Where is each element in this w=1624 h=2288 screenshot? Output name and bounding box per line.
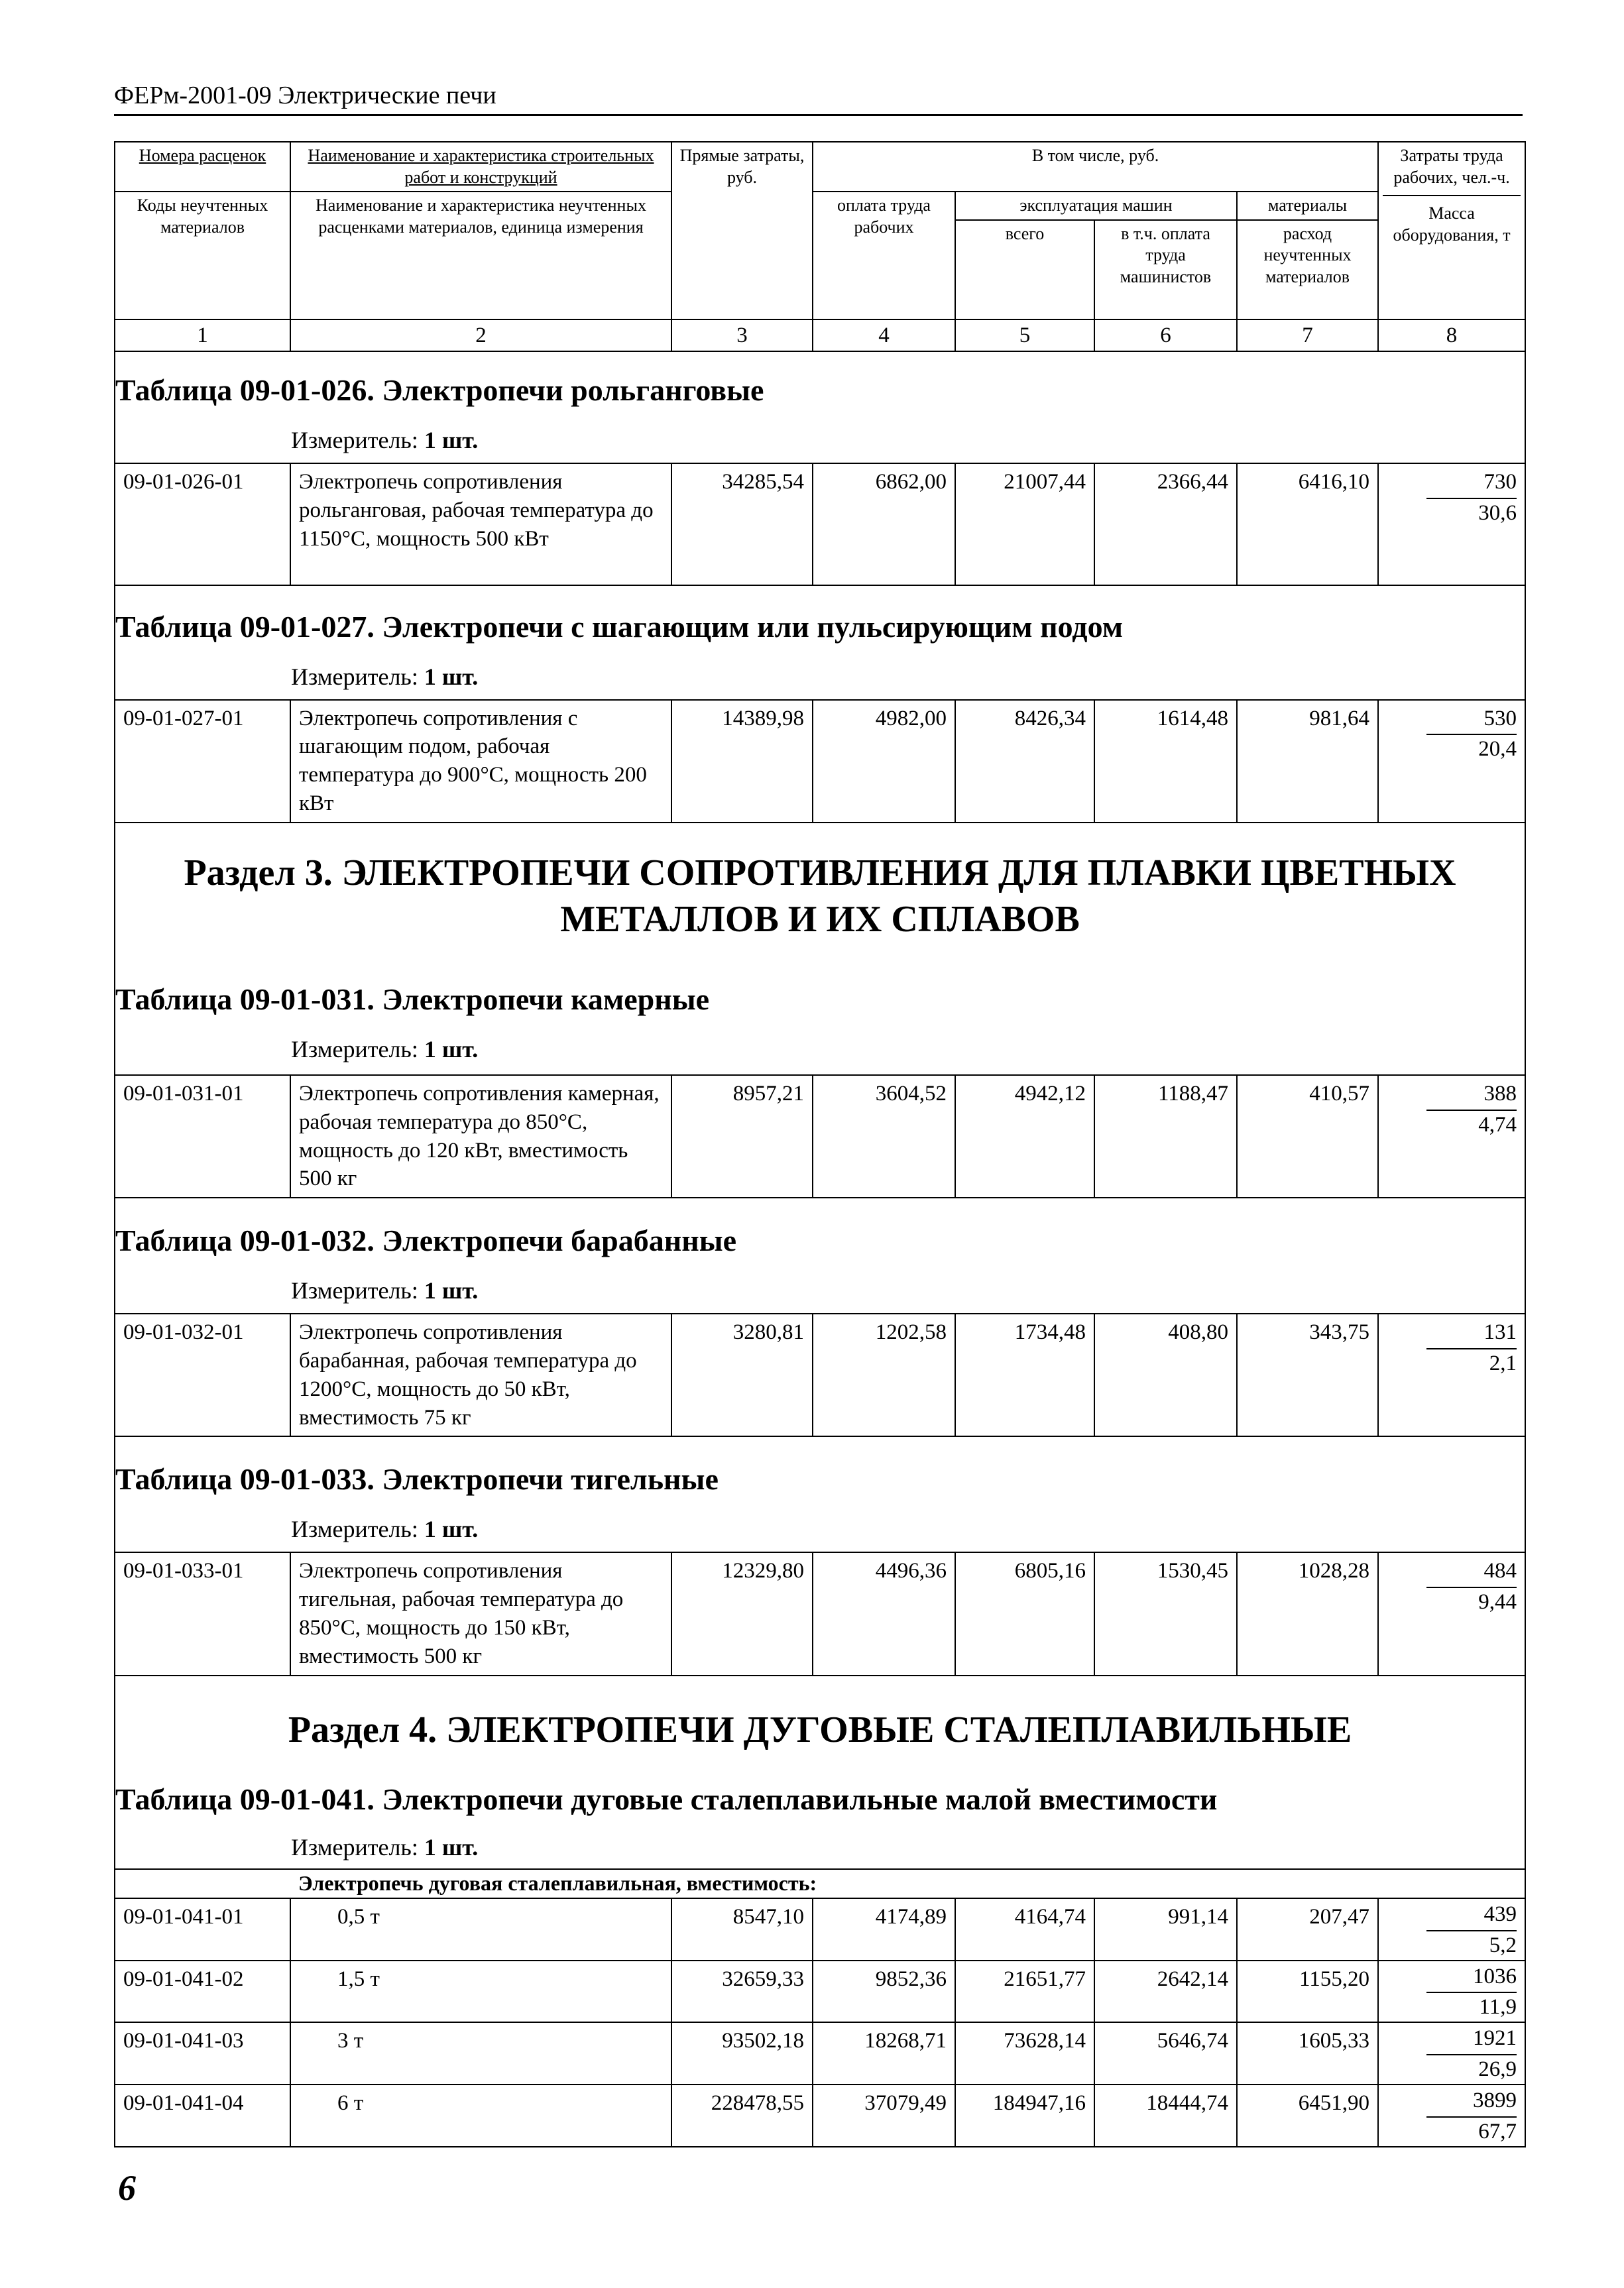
operators-pay: 1530,45: [1094, 1552, 1237, 1676]
table-row: [115, 1552, 1525, 1676]
table-032-title-row: [115, 1198, 1525, 1314]
table-027-measure: Измеритель: 1 шт.: [291, 663, 479, 690]
labor-mass-cell: [1378, 700, 1525, 823]
materials-cost: 410,57: [1237, 1075, 1378, 1198]
operators-pay: 2642,14: [1094, 1961, 1237, 2023]
rate-code: 09-01-031-01: [115, 1075, 290, 1198]
machines-total: 21651,77: [955, 1961, 1094, 2023]
rate-code: 09-01-027-01: [115, 700, 290, 823]
section-4-row: [115, 1676, 1525, 1870]
table-041-measure: Измеритель: 1 шт.: [291, 1834, 479, 1861]
labor-pay: 37079,49: [813, 2085, 955, 2147]
header-rule: [114, 114, 1523, 116]
materials-cost: 6416,10: [1237, 463, 1378, 585]
operators-pay: 408,80: [1094, 1314, 1237, 1437]
col4-header: оплата труда рабочих: [813, 192, 955, 319]
col7-header: расход неучтенных материалов: [1237, 220, 1378, 319]
header-row-1: [115, 142, 1525, 192]
machines-total: 21007,44: [955, 463, 1094, 585]
operators-pay: 2366,44: [1094, 463, 1237, 585]
equipment-mass: 5,2: [1489, 1933, 1517, 1957]
rate-code: 09-01-041-04: [115, 2085, 290, 2147]
table-026-measure: Измеритель: 1 шт.: [291, 427, 479, 454]
table-026-title-row: [115, 351, 1525, 463]
labor-mass-cell: [1378, 1552, 1525, 1676]
table-027-title-row: [115, 585, 1525, 700]
group-row: [115, 1869, 1525, 1898]
col-num-6: 6: [1094, 319, 1237, 352]
direct-cost: 228478,55: [671, 2085, 813, 2147]
equipment-mass: 30,6: [1478, 500, 1517, 525]
rate-name: 6 т: [290, 2085, 671, 2147]
materials-cost: 343,75: [1237, 1314, 1378, 1437]
labor-pay: 3604,52: [813, 1075, 955, 1198]
machines-total: 1734,48: [955, 1314, 1094, 1437]
labor-mass-cell: [1378, 1314, 1525, 1437]
labor-mass-cell: [1378, 1961, 1525, 2023]
machines-total: 73628,14: [955, 2022, 1094, 2085]
rate-code: 09-01-033-01: [115, 1552, 290, 1676]
table-031-measure: Измеритель: 1 шт.: [291, 1035, 479, 1062]
group-label: Электропечь дуговая сталеплавильная, вместимость:: [290, 1869, 1525, 1898]
table-row: [115, 1961, 1525, 2023]
direct-cost: 12329,80: [671, 1552, 813, 1676]
col3-header: Прямые затраты, руб.: [671, 142, 813, 319]
direct-cost: 8957,21: [671, 1075, 813, 1198]
table-row: [115, 1075, 1525, 1198]
equipment-mass: 2,1: [1489, 1351, 1517, 1375]
col-num-2: 2: [290, 319, 671, 352]
labor-hours: 131: [1426, 1318, 1517, 1349]
materials-header: материалы: [1237, 192, 1378, 220]
materials-cost: 6451,90: [1237, 2085, 1378, 2147]
operators-pay: 991,14: [1094, 1898, 1237, 1961]
table-033-title: Таблица 09-01-033. Электропечи тигельные: [115, 1462, 719, 1497]
materials-cost: 981,64: [1237, 700, 1378, 823]
machines-total: 8426,34: [955, 700, 1094, 823]
operators-pay: 5646,74: [1094, 2022, 1237, 2085]
rate-code: 09-01-026-01: [115, 463, 290, 585]
labor-pay: 4174,89: [813, 1898, 955, 1961]
table-row: [115, 1314, 1525, 1437]
table-row: [115, 700, 1525, 823]
column-numbers-row: [115, 319, 1525, 352]
header-row-2: [115, 192, 1525, 220]
rate-name: 3 т: [290, 2022, 671, 2085]
col8-top: Затраты труда рабочих, чел.-ч.: [1383, 145, 1521, 196]
machines-total: 4164,74: [955, 1898, 1094, 1961]
rate-name: Электропечь сопротивления с шагающим подом, рабочая температура до 900°С, мощность 200 кВт: [290, 700, 671, 823]
equipment-mass: 11,9: [1479, 1995, 1517, 2020]
operators-pay: 18444,74: [1094, 2085, 1237, 2147]
labor-hours: 530: [1426, 705, 1517, 736]
col5-header: всего: [955, 220, 1094, 319]
labor-mass-cell: [1378, 1898, 1525, 1961]
incl-header: В том числе, руб.: [813, 142, 1378, 192]
direct-cost: 14389,98: [671, 700, 813, 823]
col-num-4: 4: [813, 319, 955, 352]
rate-name: Электропечь сопротивления тигельная, рабочая температура до 850°С, мощность до 150 кВт, вместимость 500 кг: [290, 1552, 671, 1676]
materials-cost: 207,47: [1237, 1898, 1378, 1961]
equipment-mass: 26,9: [1478, 2057, 1517, 2082]
equipment-mass: 4,74: [1478, 1112, 1517, 1137]
labor-mass-cell: [1378, 2085, 1525, 2147]
rate-name: 0,5 т: [290, 1898, 671, 1961]
col8-header: [1378, 142, 1525, 319]
direct-cost: 32659,33: [671, 1961, 813, 2023]
labor-mass-cell: [1378, 463, 1525, 585]
table-row: [115, 2085, 1525, 2147]
direct-cost: 34285,54: [671, 463, 813, 585]
equipment-mass: 67,7: [1478, 2120, 1517, 2144]
col-num-1: 1: [115, 319, 290, 352]
section-3-row: [115, 823, 1525, 1075]
page-number: 6: [118, 2168, 136, 2208]
materials-cost: 1028,28: [1237, 1552, 1378, 1676]
table-032-title: Таблица 09-01-032. Электропечи барабанные: [115, 1224, 737, 1258]
table-027-title: Таблица 09-01-027. Электропечи с шагающим или пульсирующим подом: [115, 609, 1124, 644]
machines-total: 6805,16: [955, 1552, 1094, 1676]
labor-hours: 439: [1426, 1900, 1517, 1931]
table-031-title: Таблица 09-01-031. Электропечи камерные: [115, 982, 710, 1017]
col2-bottom-header: Наименование и характеристика неучтенных расценками материалов, единица измерения: [290, 192, 671, 319]
labor-pay: 9852,36: [813, 1961, 955, 2023]
rate-code: 09-01-041-02: [115, 1961, 290, 2023]
rate-code: 09-01-032-01: [115, 1314, 290, 1437]
rate-code: 09-01-041-01: [115, 1898, 290, 1961]
rate-name: Электропечь сопротивления рольганговая, рабочая температура до 1150°С, мощность 500 кВт: [290, 463, 671, 585]
labor-hours: 1036: [1426, 1963, 1517, 1994]
materials-cost: 1155,20: [1237, 1961, 1378, 2023]
col-num-3: 3: [671, 319, 813, 352]
section-3-title: Раздел 3. ЭЛЕКТРОПЕЧИ СОПРОТИВЛЕНИЯ ДЛЯ ПЛАВКИ ЦВЕТНЫХ МЕТАЛЛОВ И ИХ СПЛАВОВ: [184, 852, 1456, 941]
rate-name: Электропечь сопротивления барабанная, рабочая температура до 1200°С, мощность до 50 кВт, вместимость 75 кг: [290, 1314, 671, 1437]
col1-bottom-header: Коды неучтенных материалов: [115, 192, 290, 319]
table-032-measure: Измеритель: 1 шт.: [291, 1277, 479, 1304]
labor-pay: 18268,71: [813, 2022, 955, 2085]
col-num-7: 7: [1237, 319, 1378, 352]
rate-name: 1,5 т: [290, 1961, 671, 2023]
labor-pay: 6862,00: [813, 463, 955, 585]
col2-top-header: Наименование и характеристика строительных работ и конструкций: [290, 142, 671, 192]
col1-top-header: Номера расценок: [115, 142, 290, 192]
machines-header: эксплуатация машин: [955, 192, 1237, 220]
equipment-mass: 20,4: [1478, 737, 1517, 762]
rate-name: Электропечь сопротивления камерная, рабочая температура до 850°С, мощность до 120 кВт, вместимость 500 кг: [290, 1075, 671, 1198]
labor-hours: 388: [1426, 1080, 1517, 1111]
col-num-8: 8: [1378, 319, 1525, 352]
table-041-title: Таблица 09-01-041. Электропечи дуговые сталеплавильные малой вместимости: [115, 1782, 1218, 1816]
operators-pay: 1614,48: [1094, 700, 1237, 823]
direct-cost: 3280,81: [671, 1314, 813, 1437]
labor-pay: 4982,00: [813, 700, 955, 823]
labor-mass-cell: [1378, 2022, 1525, 2085]
col8-bottom: Масса оборудования, т: [1393, 203, 1511, 245]
labor-mass-cell: [1378, 1075, 1525, 1198]
table-row: [115, 2022, 1525, 2085]
table-row: [115, 463, 1525, 585]
machines-total: 184947,16: [955, 2085, 1094, 2147]
direct-cost: 93502,18: [671, 2022, 813, 2085]
rate-code: 09-01-041-03: [115, 2022, 290, 2085]
direct-cost: 8547,10: [671, 1898, 813, 1961]
labor-pay: 4496,36: [813, 1552, 955, 1676]
labor-hours: 1921: [1426, 2024, 1517, 2055]
materials-cost: 1605,33: [1237, 2022, 1378, 2085]
section-4-title: Раздел 4. ЭЛЕКТРОПЕЧИ ДУГОВЫЕ СТАЛЕПЛАВИЛЬНЫЕ: [288, 1709, 1352, 1750]
equipment-mass: 9,44: [1478, 1589, 1517, 1614]
labor-pay: 1202,58: [813, 1314, 955, 1437]
labor-hours: 730: [1426, 468, 1517, 499]
table-033-title-row: [115, 1436, 1525, 1552]
labor-hours: 484: [1426, 1557, 1517, 1588]
running-header: ФЕРм-2001-09 Электрические печи: [114, 82, 496, 109]
labor-hours: 3899: [1426, 2087, 1517, 2118]
table-033-measure: Измеритель: 1 шт.: [291, 1516, 479, 1543]
col6-header: в т.ч. оплата труда машинистов: [1094, 220, 1237, 319]
table-row: [115, 1898, 1525, 1961]
machines-total: 4942,12: [955, 1075, 1094, 1198]
rates-table: [114, 141, 1526, 2147]
col-num-5: 5: [955, 319, 1094, 352]
table-026-title: Таблица 09-01-026. Электропечи рольганговые: [115, 373, 764, 408]
operators-pay: 1188,47: [1094, 1075, 1237, 1198]
